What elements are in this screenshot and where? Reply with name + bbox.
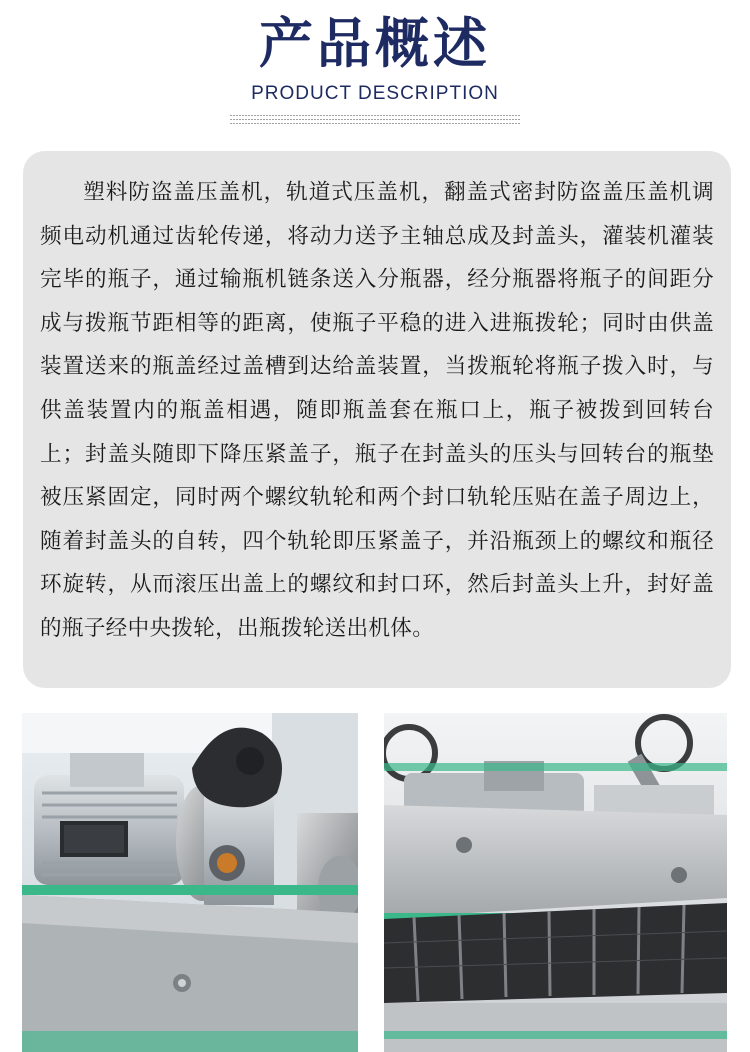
motor-photo <box>22 713 358 1052</box>
page-subtitle: PRODUCT DESCRIPTION <box>251 83 499 104</box>
description-text: 塑料防盗盖压盖机，轨道式压盖机，翻盖式密封防盗盖压盖机调频电动机通过齿轮传递，将动力送予主轴总成及封盖头，灌装机灌装完毕的瓶子，通过输瓶机链条送入分瓶器，经分瓶器将瓶子的间距分成与拨瓶节距相等的距离，使瓶子平稳的进入进瓶拨轮；同时由供盖装置送来的瓶盖经过盖槽到达给盖装置，当拨瓶轮将瓶子拨入时，与供盖装置内的瓶盖相遇，随即瓶盖套在瓶口上，瓶子被拨到回转台上；封盖头随即下降压紧盖子，瓶子在封盖头的压头与回转台的瓶垫被压紧固定，同时两个螺纹轨轮和两个封口轨轮压贴在盖子周边上，随着封盖头的自转，四个轨轮即压紧盖子，并沿瓶颈上的螺纹和瓶径环旋转，从而滚压出盖上的螺纹和封口环，然后封盖头上升，封好盖的瓶子经中央拨轮，出瓶拨轮送出机体。 <box>40 180 714 641</box>
decorative-fine-print <box>230 112 520 132</box>
page-title: 产品概述 <box>259 12 491 75</box>
page-header <box>0 0 750 140</box>
description-card <box>23 151 731 688</box>
conveyor-photo <box>384 713 727 1052</box>
